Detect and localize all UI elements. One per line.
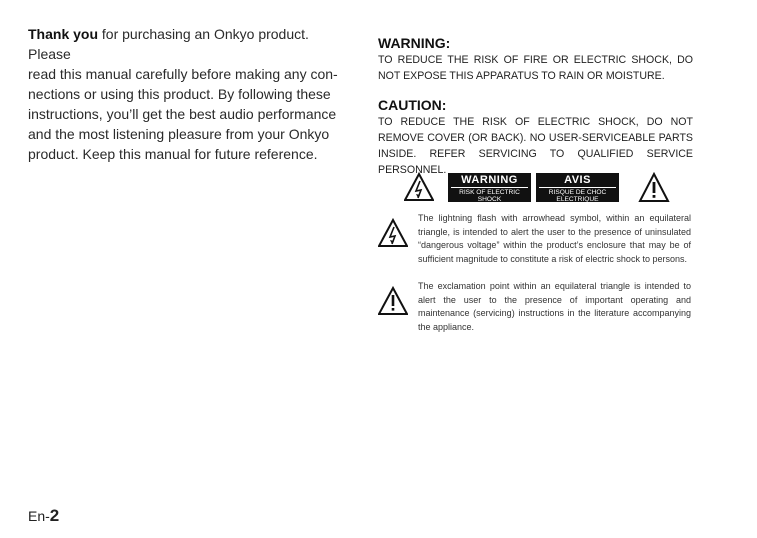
warning-label-line2: DO NOT OPEN <box>466 203 513 210</box>
intro-lead: Thank you <box>28 26 99 42</box>
lightning-explanation: The lightning flash with arrowhead symbol, within an equilateral triangle, is intended to alert the user to the presence of uninsulated “dangerous voltage” within the product’s enclosure that may be of sufficient magnitude to constitute a risk of electric shock to persons. <box>418 213 691 264</box>
safety-column <box>378 34 693 178</box>
avis-label-line1: RISQUE DE CHOC ELECTRIQUE <box>548 189 607 203</box>
intro-line-3: nections or using this product. By following these <box>28 86 331 102</box>
exclamation-symbol-row <box>378 280 692 334</box>
intro-line-2: read this manual carefully before making any con- <box>28 66 338 82</box>
lightning-triangle-icon <box>404 172 434 202</box>
intro-line-4: instructions, you’ll get the best audio performance <box>28 106 337 122</box>
avis-label <box>536 173 619 210</box>
warning-label-line1: RISK OF ELECTRIC SHOCK <box>459 189 520 203</box>
lightning-symbol-row <box>378 212 692 276</box>
caution-heading: CAUTION: <box>378 97 447 113</box>
warning-label-row <box>404 172 674 210</box>
caution-text: TO REDUCE THE RISK OF ELECTRIC SHOCK, DO NOT REMOVE COVER (OR BACK). NO USER-SERVICEABLE PARTS INSIDE. REFER SERVICING TO QUALIFIED SERVICE PERSONNEL. <box>378 116 693 176</box>
lightning-triangle-icon <box>378 218 408 248</box>
intro-paragraph <box>28 24 350 164</box>
exclamation-triangle-icon <box>638 172 670 203</box>
avis-label-title: AVIS <box>564 174 591 186</box>
exclamation-explanation: The exclamation point within an equilateral triangle is intended to alert the user to the presence of important operating and maintenance (servicing) instructions in the literature accompanying the appliance. <box>418 281 691 332</box>
avis-label-line2: NE PAS OUVRIR <box>551 203 604 210</box>
intro-line-5: and the most listening pleasure from your Onkyo <box>28 126 330 142</box>
warning-label <box>448 173 531 210</box>
page-number: En-2 <box>28 506 60 525</box>
exclamation-triangle-icon <box>378 286 408 316</box>
intro-line-1: Thank you for purchasing an Onkyo product. Please <box>28 26 309 62</box>
intro-line-6: product. Keep this manual for future reference. <box>28 146 318 162</box>
warning-text: TO REDUCE THE RISK OF FIRE OR ELECTRIC SHOCK, DO NOT EXPOSE THIS APPARATUS TO RAIN OR MOISTURE. <box>378 54 693 82</box>
warning-label-title: WARNING <box>461 174 518 186</box>
warning-heading: WARNING: <box>378 35 451 51</box>
